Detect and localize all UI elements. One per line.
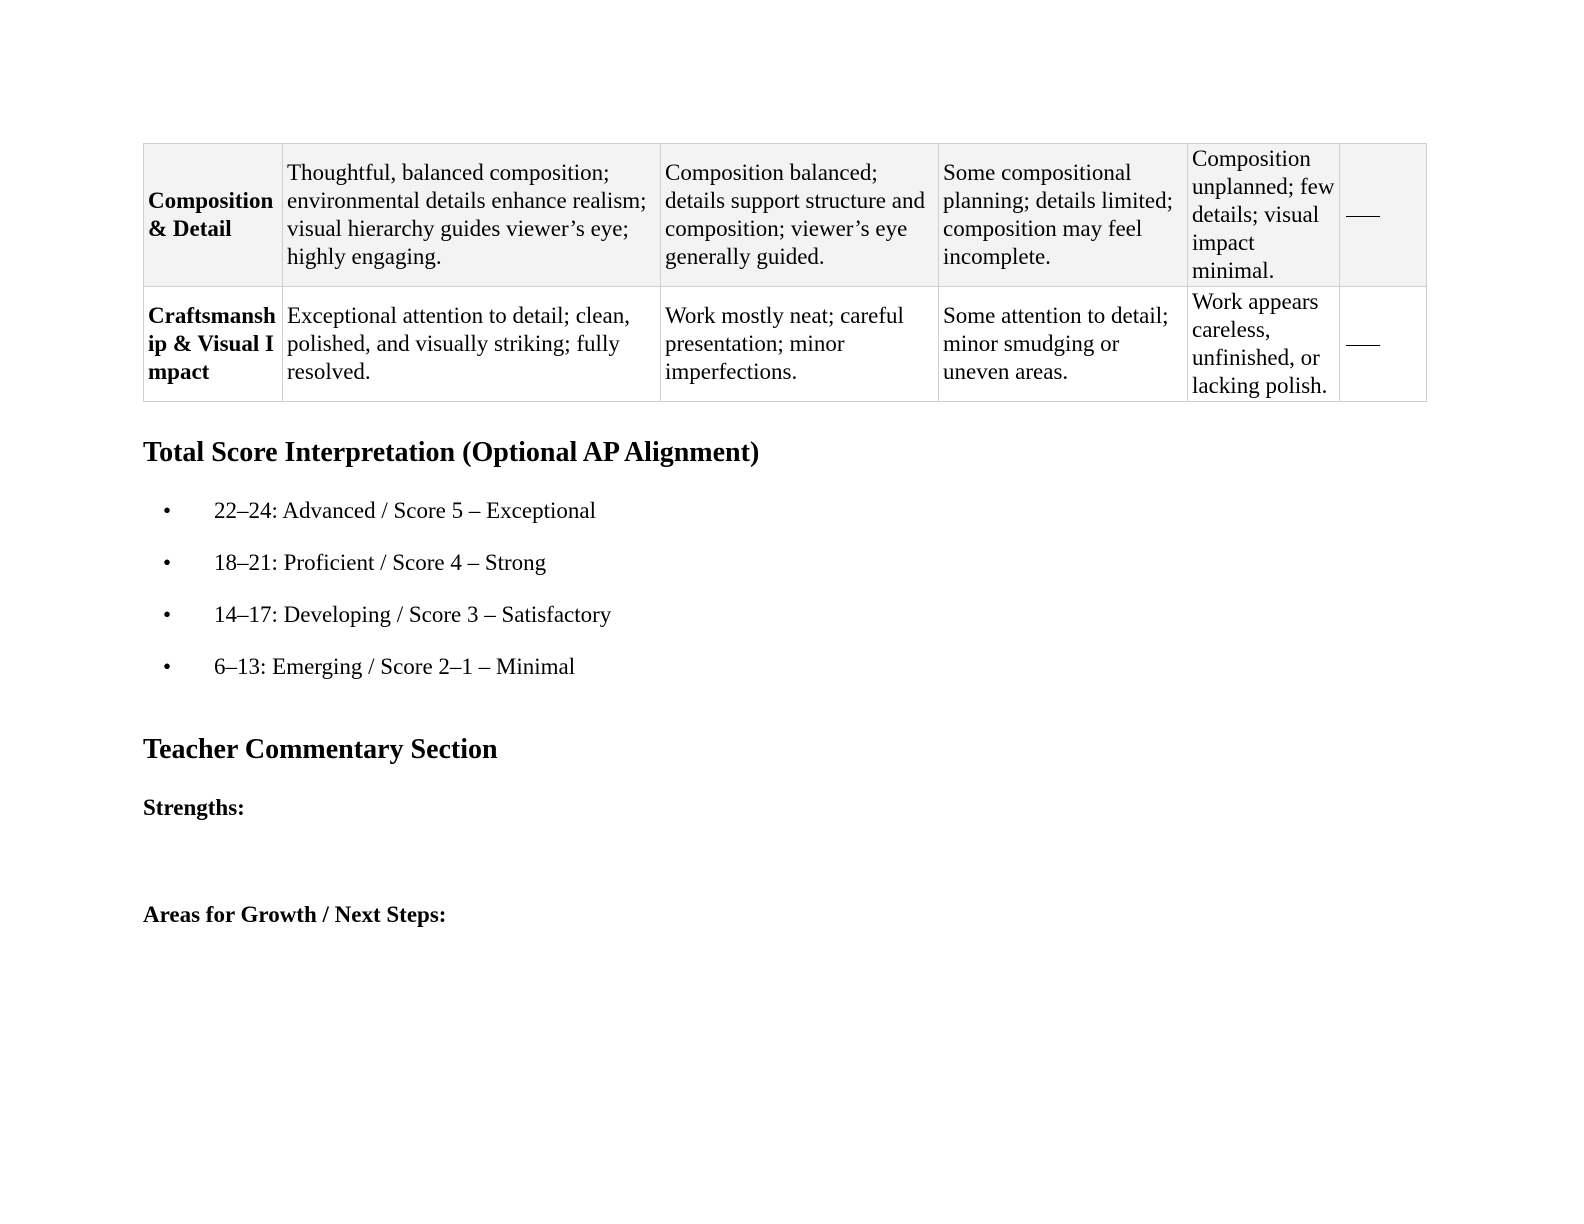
exemplary-cell: Thoughtful, balanced composition; environmental details enhance realism; visual hierarchy guides viewer’s eye; highly engaging. xyxy=(283,144,661,287)
bullet-icon: • xyxy=(163,550,172,575)
total-score-heading: Total Score Interpretation (Optional AP Alignment) xyxy=(143,437,760,468)
rubric-table xyxy=(143,143,1427,402)
developing-cell: Some compositional planning; details limited; composition may feel incomplete. xyxy=(939,144,1188,287)
list-item-text: 22–24: Advanced / Score 5 – Exceptional xyxy=(214,498,596,523)
emerging-cell: Composition unplanned; few details; visual impact minimal. xyxy=(1188,144,1340,287)
rubric-row-craftsmanship xyxy=(144,287,1427,402)
proficient-cell: Composition balanced; details support structure and composition; viewer’s eye generally guided. xyxy=(661,144,939,287)
list-item-text: 6–13: Emerging / Score 2–1 – Minimal xyxy=(214,654,576,679)
commentary-heading: Teacher Commentary Section xyxy=(143,734,498,765)
developing-cell: Some attention to detail; minor smudging or uneven areas. xyxy=(939,287,1188,402)
rubric-row-composition xyxy=(144,144,1427,287)
bullet-icon: • xyxy=(163,498,172,523)
bullet-icon: • xyxy=(163,654,172,679)
exemplary-cell: Exceptional attention to detail; clean, polished, and visually striking; fully resolved. xyxy=(283,287,661,402)
emerging-cell: Work appears careless, unfinished, or lacking polish. xyxy=(1188,287,1340,402)
growth-label: Areas for Growth / Next Steps: xyxy=(143,902,447,927)
list-item xyxy=(143,650,611,702)
strengths-label: Strengths: xyxy=(143,795,245,820)
score-blank-line xyxy=(1346,345,1380,346)
score-cell xyxy=(1340,287,1427,402)
score-blank-line xyxy=(1346,216,1380,217)
list-item-text: 14–17: Developing / Score 3 – Satisfactory xyxy=(214,602,612,627)
list-item xyxy=(143,494,611,546)
bullet-icon: • xyxy=(163,602,172,627)
proficient-cell: Work mostly neat; careful presentation; minor imperfections. xyxy=(661,287,939,402)
list-item-text: 18–21: Proficient / Score 4 – Strong xyxy=(214,550,547,575)
score-interpretation-list xyxy=(143,494,611,702)
list-item xyxy=(143,598,611,650)
list-item xyxy=(143,546,611,598)
criterion-cell: Composition & Detail xyxy=(144,144,283,287)
score-cell xyxy=(1340,144,1427,287)
criterion-cell: Craftsmanship & Visual Impact xyxy=(144,287,283,402)
